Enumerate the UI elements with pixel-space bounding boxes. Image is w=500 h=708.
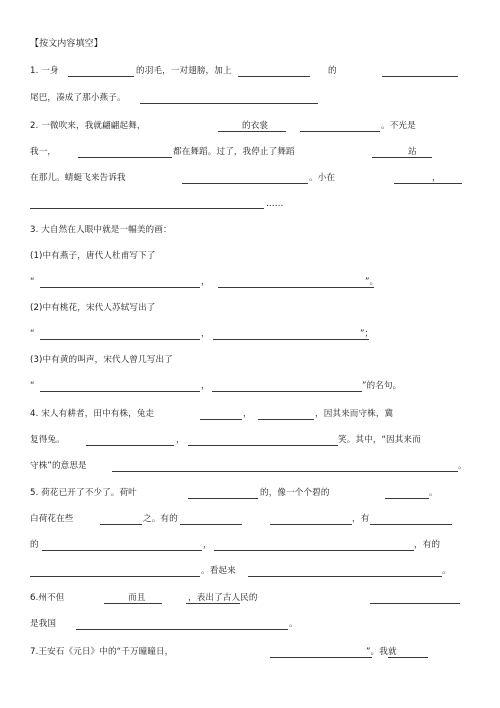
q5-period-1: 。 [429,488,438,498]
q4-period: 。 [458,461,467,471]
q4-blank-5[interactable] [112,471,458,472]
q3-comma-3: ， [201,381,210,391]
q5-blank-7[interactable] [42,550,202,551]
q5-blank-4[interactable] [180,524,242,525]
q1-text-b: 的羽毛，一对翅膀，加上 [136,66,232,76]
q6-text-a: 6.州不但 [30,593,65,603]
q2-text-b: 的衣裳 [242,121,269,131]
q6-blank-4[interactable] [76,629,288,630]
q2-text-c: 。不光是 [381,121,416,131]
q3-quote-open-2: “ [30,329,35,339]
q3-quote-close-1: ”。 [365,277,379,287]
q2-text-j: …… [266,199,284,209]
q3-blank-4[interactable] [213,339,369,340]
q6-period: 。 [289,619,298,629]
q3-comma-1: ， [201,277,210,287]
q2-blank-7[interactable] [30,208,264,209]
q2-blank-6[interactable] [394,183,462,184]
q1-text-a: 1. 一身 [30,66,59,76]
q2-text-g: 在那儿。蜻蜓飞来告诉我 [30,173,126,183]
q3-text-b: (1)中有燕子，唐代人杜甫写下了 [30,251,156,261]
q3-text-f: (2)中有桃花，宋代人苏轼写出了 [30,303,156,313]
q6-text-d: 是我国 [30,619,57,629]
q7-blank-2[interactable] [388,657,428,658]
q4-comma-2: ， [176,435,185,445]
q7-blank-1[interactable] [270,657,372,658]
q5-text-a: 5. 荷花已开了不少了。荷叶 [30,488,137,498]
q3-text-j: (3)中有黄的叫声，宋代人曾几写出了 [30,355,173,365]
q2-blank-4[interactable] [372,157,432,158]
q7-text-a: 7.王安石《元日》中的“千万曈曈日， [30,647,174,657]
q1-blank-3[interactable] [382,76,458,77]
q3-quote-open-1: “ [30,277,35,287]
q5-blank-10[interactable] [248,576,442,577]
q4-text-a: 4. 宋人有耕者，田中有株，兔走 [30,409,155,419]
q4-blank-2[interactable] [258,419,314,420]
q2-text-i: ， [432,173,441,183]
q4-text-g: 守株”的意思是 [30,461,87,471]
q2-blank-5[interactable] [182,183,308,184]
q5-blank-3[interactable] [100,524,142,525]
q4-text-c: ，因其来而守株，冀 [315,409,394,419]
q5-blank-9[interactable] [30,576,200,577]
q5-blank-6[interactable] [370,524,452,525]
q3-quote-open-3: “ [30,381,35,391]
q2-text-e: 都在舞蹈。过了，我停止了舞蹈 [173,147,295,157]
q3-blank-2[interactable] [218,287,374,288]
q5-comma-1: ， [203,540,212,550]
q2-text-d: 我一， [30,147,57,157]
q4-blank-4[interactable] [188,445,338,446]
q2-text-f: 站 [408,147,417,157]
q5-blank-2[interactable] [385,498,429,499]
q5-text-d: 白荷花在些 [30,514,74,524]
q4-text-f: 笑。其中，“因其来而 [338,435,421,445]
q3-quote-close-3: ”的名句。 [362,381,402,391]
q3-quote-close-2: ”； [360,329,374,339]
q1-blank-2[interactable] [238,76,310,77]
q2-text-a: 2. 一微吹来，我就翩翩起舞， [30,121,146,131]
q3-blank-3[interactable] [40,339,200,340]
q3-text-a: 3. 大自然在人眼中就是一幅美的画： [30,225,172,235]
worksheet-heading: 【按文内容填空】 [30,39,103,49]
q5-period-2: 。 [442,566,451,576]
q1-blank-1[interactable] [68,76,134,77]
q3-blank-6[interactable] [212,391,362,392]
q5-text-e: 之。有的 [143,514,178,524]
q3-blank-1[interactable] [40,287,200,288]
q6-text-c: ，表出了古人民的 [188,593,258,603]
q5-blank-1[interactable] [188,498,258,499]
q5-text-g: 的 [30,540,39,550]
q2-blank-3[interactable] [78,157,172,158]
q4-text-d: 复得兔。 [30,435,65,445]
q5-text-b: 的，像一个个碧的 [260,488,330,498]
q5-text-i: ，有的 [414,540,441,550]
q1-text-d: 尾巴，凑成了那小燕子。 [30,93,126,103]
q7-text-b: ”。我就 [366,647,397,657]
q2-text-h: 。小在 [309,173,336,183]
q1-blank-4[interactable] [140,103,318,104]
q1-text-c: 的 [328,66,337,76]
q3-comma-2: ， [201,329,210,339]
q5-blank-5[interactable] [270,524,352,525]
q3-blank-5[interactable] [40,391,200,392]
q4-blank-3[interactable] [86,445,174,446]
q5-text-j: 。看起来 [201,566,236,576]
q5-blank-8[interactable] [214,550,414,551]
q4-comma-1: ， [243,409,252,419]
q2-blank-2[interactable] [300,131,380,132]
q4-blank-1[interactable] [200,419,242,420]
q6-blank-3[interactable] [370,603,460,604]
q6-text-b: 而且 [128,593,146,603]
q5-text-f: ，有 [352,514,370,524]
